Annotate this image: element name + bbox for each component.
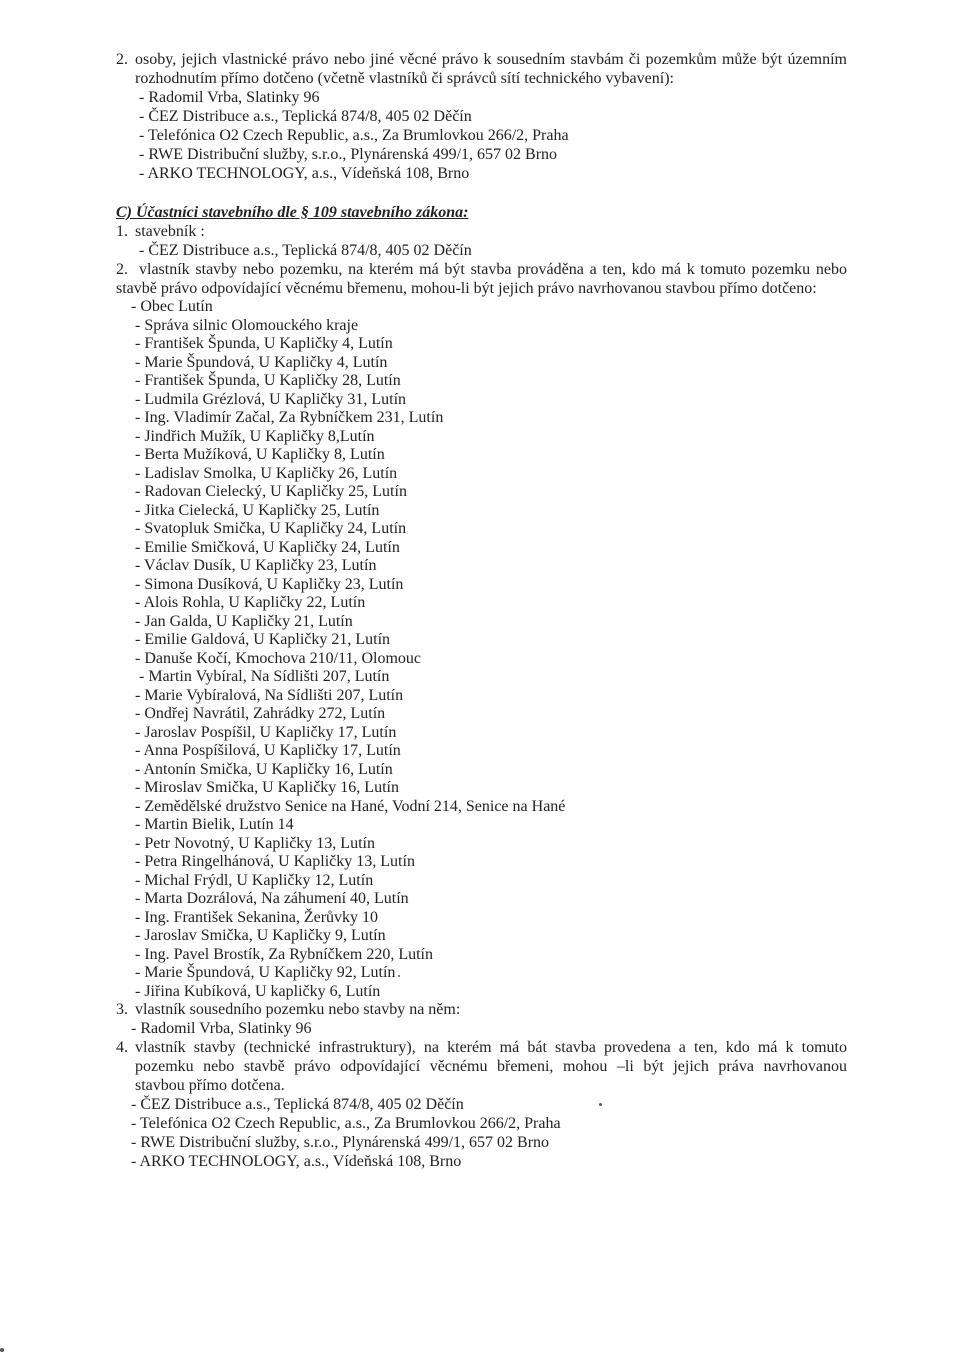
list-item: - RWE Distribuční služby, s.r.o., Plynárenská 499/1, 657 02 Brno	[139, 146, 558, 163]
list-item: - RWE Distribuční služby, s.r.o., Plynárenská 499/1, 657 02 Brno	[131, 1134, 550, 1151]
list-item: - Berta Mužíková, U Kapličky 8, Lutín	[135, 446, 385, 463]
list-item: - Miroslav Smička, U Kapličky 16, Lutín	[135, 779, 399, 796]
section-number: 2.	[116, 261, 128, 278]
list-item: - Radomil Vrba, Slatinky 96	[131, 1020, 312, 1037]
list-item: - Simona Dusíková, U Kapličky 23, Lutín	[135, 576, 404, 593]
list-item: - ČEZ Distribuce a.s., Teplická 874/8, 405 02 Děčín	[131, 1096, 464, 1113]
list-item: - Radomil Vrba, Slatinky 96	[139, 89, 320, 106]
list-item: - Marie Špundová, U Kapličky 92, Lutín	[135, 964, 396, 981]
list-item: - Emilie Galdová, U Kapličky 21, Lutín	[135, 631, 391, 648]
list-item: - Ing. Pavel Brostík, Za Rybníčkem 220, Lutín	[135, 946, 433, 963]
list-item: - Jan Galda, U Kapličky 21, Lutín	[135, 613, 353, 630]
scan-speck	[398, 975, 400, 977]
list-item: - Telefónica O2 Czech Republic, a.s., Za Brumlovkou 266/2, Praha	[139, 127, 569, 144]
section-number: 4.	[116, 1039, 128, 1056]
paragraph-line: vlastník sousedního pozemku nebo stavby na něm:	[135, 1001, 461, 1018]
list-item: - Marie Špundová, U Kapličky 4, Lutín	[135, 354, 388, 371]
list-item: - Martin Bielik, Lutín 14	[135, 816, 294, 833]
list-item: - ČEZ Distribuce a.s., Teplická 874/8, 405 02 Děčín	[139, 108, 472, 125]
list-item: - Ondřej Navrátil, Zahrádky 272, Lutín	[135, 705, 386, 722]
section-number: 1.	[116, 223, 128, 240]
list-item: - Petr Novotný, U Kapličky 13, Lutín	[135, 835, 375, 852]
list-item: - Danuše Kočí, Kmochova 210/11, Olomouc	[135, 650, 422, 667]
list-item: - Radovan Cielecký, U Kapličky 25, Lutín	[135, 483, 407, 500]
list-item: - Martin Vybíral, Na Sídlišti 207, Lutín	[139, 668, 390, 685]
list-item: - Petra Ringelhánová, U Kapličky 13, Lutín	[135, 853, 415, 870]
list-item: - Jaroslav Smička, U Kapličky 9, Lutín	[135, 927, 386, 944]
list-item: - Jiřina Kubíková, U kapličky 6, Lutín	[135, 983, 381, 1000]
section-heading: C) Účastníci stavebního dle § 109 stavebního zákona:	[116, 204, 469, 221]
list-item: - Marta Dozrálová, Na záhumení 40, Lutín	[135, 890, 409, 907]
list-item: - Jaroslav Pospíšil, U Kapličky 17, Lutín	[135, 724, 397, 741]
section-number: 2.	[116, 51, 128, 68]
list-item: - Ing. František Sekanina, Žerůvky 10	[135, 909, 379, 926]
list-item: - Antonín Smička, U Kapličky 16, Lutín	[135, 761, 393, 778]
list-item: - Václav Dusík, U Kapličky 23, Lutín	[135, 557, 377, 574]
section-number: 3.	[116, 1001, 128, 1018]
paragraph-line: vlastník stavby (technické infrastruktury), na kterém má bát stavba provedena a ten, kdo má k tomuto	[135, 1039, 847, 1056]
list-item: - Zemědělské družstvo Senice na Hané, Vodní 214, Senice na Hané	[135, 798, 566, 815]
list-item: - Svatopluk Smička, U Kapličky 24, Lutín	[135, 520, 407, 537]
list-item: - Ladislav Smolka, U Kapličky 26, Lutín	[135, 465, 398, 482]
list-item: - Alois Rohla, U Kapličky 22, Lutín	[135, 594, 366, 611]
list-item: - Obec Lutín	[131, 298, 213, 315]
paragraph-line: stavebník :	[135, 223, 205, 240]
list-item: - Marie Vybíralová, Na Sídlišti 207, Lutín	[135, 687, 404, 704]
list-item: - Jitka Cielecká, U Kapličky 25, Lutín	[135, 502, 380, 519]
scan-speck	[599, 1103, 602, 1106]
paragraph-line: rozhodnutím přímo dotčeno (včetně vlastníků či správců sítí technického vybavení):	[135, 70, 674, 87]
list-item: - Emilie Smičková, U Kapličky 24, Lutín	[135, 539, 400, 556]
paragraph-line: osoby, jejich vlastnické právo nebo jiné věcné právo k sousedním stavbám či pozemkům může být územním	[135, 51, 847, 68]
list-item: - Ludmila Grézlová, U Kapličky 31, Lutín	[135, 391, 407, 408]
list-item: - ARKO TECHNOLOGY, a.s., Vídeňská 108, Brno	[131, 1153, 462, 1170]
list-item: - ARKO TECHNOLOGY, a.s., Vídeňská 108, Brno	[139, 165, 470, 182]
paragraph-line: stavbou přímo dotčena.	[135, 1077, 285, 1094]
list-item: - Telefónica O2 Czech Republic, a.s., Za Brumlovkou 266/2, Praha	[131, 1115, 561, 1132]
list-item: - Michal Frýdl, U Kapličky 12, Lutín	[135, 872, 374, 889]
list-item: - Anna Pospíšilová, U Kapličky 17, Lutín	[135, 742, 401, 759]
list-item: - František Špunda, U Kapličky 28, Lutín	[135, 372, 401, 389]
list-item: - Jindřich Mužík, U Kapličky 8,Lutín	[135, 428, 375, 445]
paragraph-line: stavbě právo odpovídající věcnému břemenu, mohou-li být jejich právo navrhovanou stavbou přímo dotčeno:	[116, 280, 817, 297]
list-item: - Správa silnic Olomouckého kraje	[135, 317, 359, 334]
list-item: - František Špunda, U Kapličky 4, Lutín	[135, 335, 393, 352]
scan-speck	[0, 1348, 4, 1352]
list-item: - ČEZ Distribuce a.s., Teplická 874/8, 405 02 Děčín	[139, 242, 472, 259]
paragraph-line: pozemku nebo stavbě právo odpovídající věcnému břemeni, mohou –li být jejich práva navrhovanou	[135, 1058, 847, 1075]
list-item: - Ing. Vladimír Začal, Za Rybníčkem 231, Lutín	[135, 409, 444, 426]
paragraph-line: vlastník stavby nebo pozemku, na kterém má být stavba prováděna a ten, kdo má k tomuto pozemku nebo	[139, 261, 847, 278]
